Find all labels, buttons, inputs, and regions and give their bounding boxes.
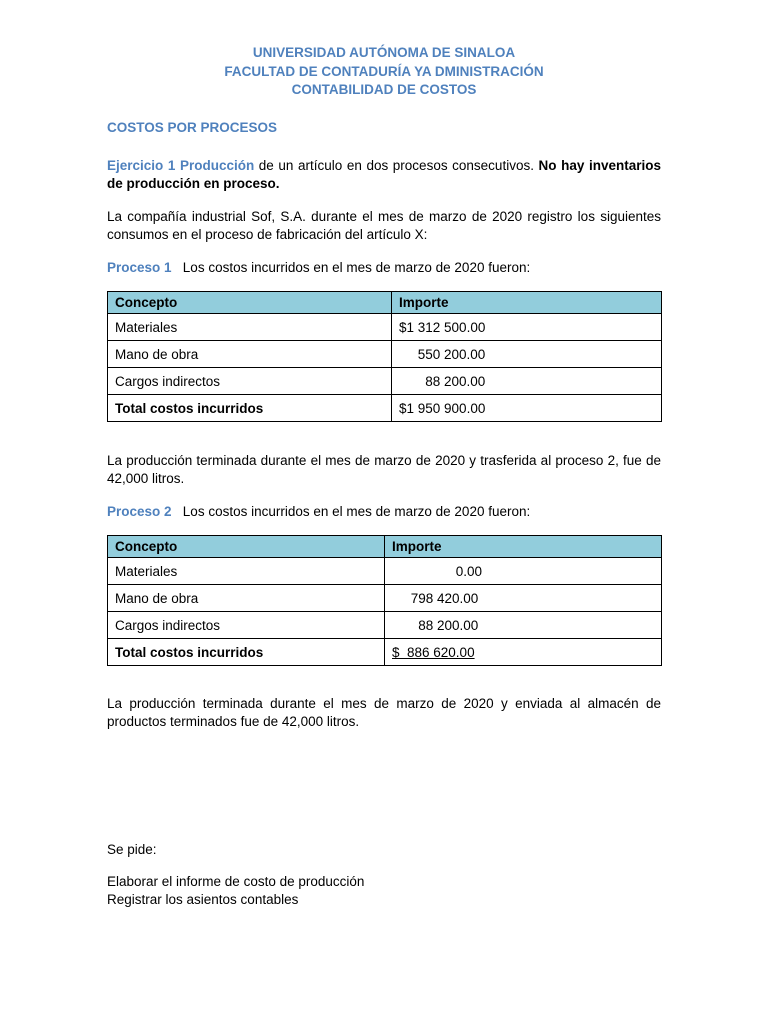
- course-title: CONTABILIDAD DE COSTOS: [291, 82, 477, 97]
- exercise-note: No hay inventarios de producción en proceso.: [107, 158, 661, 191]
- column-header-amount: Importe: [392, 292, 662, 314]
- row-amount: $1 312 500.00: [392, 314, 662, 341]
- process1-result: La producción terminada durante el mes de marzo de 2020 y trasferida al proceso 2, fue de 42,000 litros.: [107, 453, 661, 486]
- row-concept: Materiales: [108, 558, 385, 585]
- row-amount: 550 200.00: [392, 341, 662, 368]
- total-amount: $ 886 620.00: [392, 644, 475, 660]
- process2-text: Los costos incurridos en el mes de marzo de 2020 fueron:: [171, 504, 531, 519]
- process1-table: [107, 291, 662, 422]
- table-header-row: [108, 292, 662, 314]
- process2-label: Proceso 2: [107, 504, 172, 519]
- exercise-label: Ejercicio 1 Producción: [107, 158, 255, 173]
- process2-heading: [107, 503, 661, 521]
- process2-table: [107, 535, 662, 666]
- total-amount: $1 950 900.00: [392, 395, 662, 422]
- task-item: Registrar los asientos contables: [107, 892, 299, 907]
- column-header-concept: Concepto: [108, 536, 385, 558]
- row-concept: Mano de obra: [108, 341, 392, 368]
- row-concept: Cargos indirectos: [108, 368, 392, 395]
- row-amount: 88 200.00: [392, 368, 662, 395]
- tasks-intro: Se pide:: [107, 842, 157, 857]
- exercise-text: de un artículo en dos procesos consecutivos.: [254, 158, 539, 173]
- row-amount: 88 200.00: [385, 612, 662, 639]
- task-item: Elaborar el informe de costo de producción: [107, 874, 365, 889]
- table-row: [108, 612, 662, 639]
- table-row: [108, 314, 662, 341]
- university-title: UNIVERSIDAD AUTÓNOMA DE SINALOA: [252, 45, 516, 60]
- table-total-row: [108, 395, 662, 422]
- intro-paragraph: La compañía industrial Sof, S.A. durante el mes de marzo de 2020 registro los siguientes consumos en el proceso de fabricación del artículo X:: [107, 209, 661, 242]
- exercise-paragraph: [107, 157, 661, 193]
- process1-text: Los costos incurridos en el mes de marzo de 2020 fueron:: [171, 260, 531, 275]
- table-total-row: [108, 639, 662, 666]
- column-header-amount: Importe: [385, 536, 662, 558]
- table-header-row: [108, 536, 662, 558]
- table-row: [108, 585, 662, 612]
- table-row: [108, 341, 662, 368]
- process1-heading: [107, 259, 661, 277]
- column-header-concept: Concepto: [108, 292, 392, 314]
- process2-result: La producción terminada durante el mes de marzo de 2020 y enviada al almacén de productos terminados fue de 42,000 litros.: [107, 696, 661, 729]
- row-amount: 0.00: [385, 558, 662, 585]
- total-label: Total costos incurridos: [108, 395, 392, 422]
- total-label: Total costos incurridos: [108, 639, 385, 666]
- table-row: [108, 368, 662, 395]
- table-row: [108, 558, 662, 585]
- section-title: COSTOS POR PROCESOS: [107, 120, 278, 135]
- row-amount: 798 420.00: [385, 585, 662, 612]
- row-concept: Materiales: [108, 314, 392, 341]
- total-amount-cell: [385, 639, 662, 666]
- row-concept: Cargos indirectos: [108, 612, 385, 639]
- row-concept: Mano de obra: [108, 585, 385, 612]
- process1-label: Proceso 1: [107, 260, 172, 275]
- faculty-title: FACULTAD DE CONTADURÍA YA DMINISTRACIÓN: [224, 64, 544, 79]
